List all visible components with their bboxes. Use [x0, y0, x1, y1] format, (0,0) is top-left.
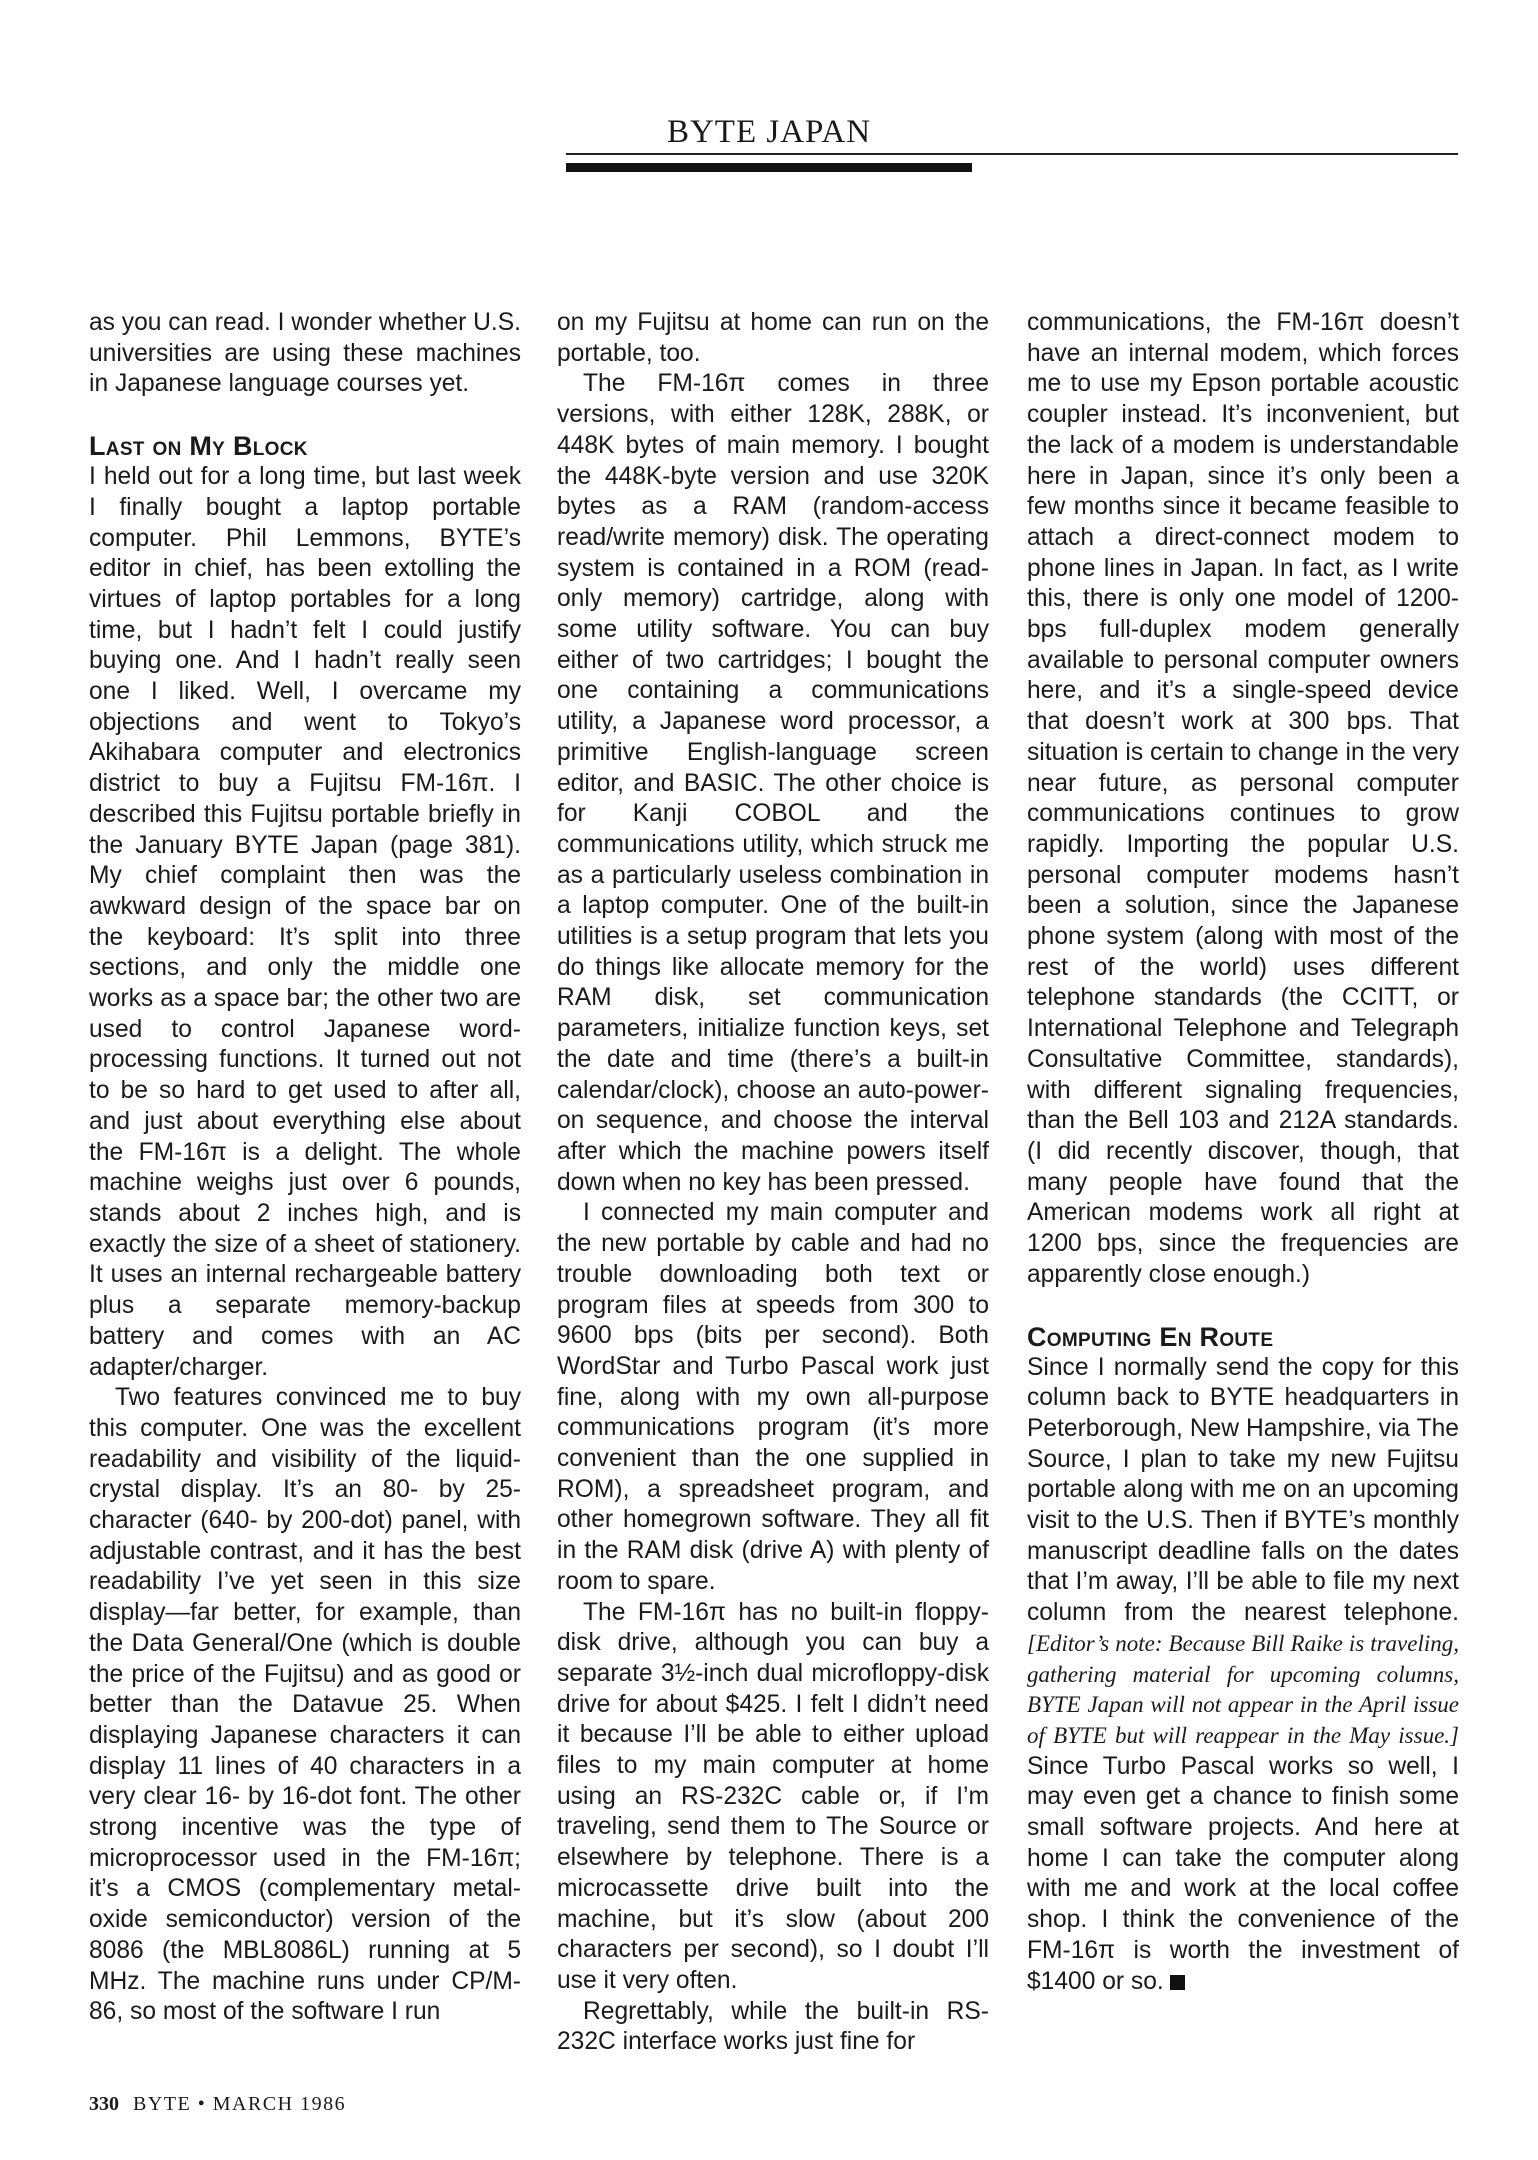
- paragraph: The FM-16π has no built-in floppy-disk drive, although you can buy a separate 3½-inch dual microfloppy-disk drive for about $425. I felt I didn’t need it because I’ll be able to either upload files to my main computer at home using an RS-232C cable or, if I’m traveling, send them to The Source or elsewhere by telephone. There is a microcassette drive built into the machine, but it’s slow (about 200 characters per second), so I doubt I’ll use it very often.: [557, 1598, 989, 1994]
- paragraph-text: Since Turbo Pascal works so well, I may even get a chance to finish some small software projects. And here at home I can take the computer along with me and work at the local coffee shop. I think the convenience of the FM-16π is worth the investment of $1400 or so.: [1027, 1752, 1459, 1995]
- paragraph: I connected my main computer and the new portable by cable and had no trouble downloading both text or program files at speeds from 300 to 9600 bps (bits per second). Both WordStar and Turbo Pascal work just fine, along with my own all-purpose communications program (it’s more convenient than the one supplied in ROM), a spreadsheet program, and other homegrown software. They all fit in the RAM disk (drive A) with plenty of room to spare.: [557, 1199, 989, 1595]
- end-mark-icon: [1170, 1975, 1185, 1990]
- paragraph: as you can read. I wonder whether U.S. universities are using these machines in Japanese language courses yet.: [89, 309, 521, 398]
- column-1: [89, 308, 521, 2028]
- section-heading-last-on-my-block: Last on My Block: [89, 431, 308, 462]
- paragraph: Regrettably, while the built-in RS-232C interface works just fine for: [557, 1997, 989, 2056]
- editor-note: [Editor’s note: Because Bill Raike is traveling, gathering material for upcoming columns, BYTE Japan will not appear in the April issue of BYTE but will reappear in the May issue.]: [1027, 1630, 1459, 1748]
- page-number: 330: [89, 2093, 119, 2115]
- header-rule: [566, 153, 1458, 155]
- paragraph-text: Since I normally send the copy for this column back to BYTE headquarters in Peterborough, New Hampshire, via The Source, I plan to take my new Fujitsu portable along with me on an upcoming visit to the U.S. Then if BYTE’s monthly manuscript deadline falls on the dates that I’m away, I’ll be able to file my next column from the nearest telephone.: [1027, 1353, 1459, 1627]
- column-3: [1027, 308, 1459, 1997]
- paragraph: on my Fujitsu at home can run on the portable, too.: [557, 309, 989, 367]
- paragraph: [1027, 1353, 1459, 1998]
- paragraph: Two features convinced me to buy this computer. One was the excellent readability and visibility of the liquid-crystal display. It’s an 80- by 25-character (640- by 200-dot) panel, with adjustable contrast, and it has the best readability I’ve yet seen in this size display—far better, for example, than the Data General/One (which is double the price of the Fujitsu) and as good or better than the Datavue 25. When displaying Japanese characters it can display 11 lines of 40 characters in a very clear 16- by 16-dot font. The other strong incentive was the type of microprocessor used in the FM-16π; it’s a CMOS (complementary metal-oxide semiconductor) version of the 8086 (the MBL8086L) running at 5 MHz. The machine runs under CP/M-86, so most of the software I run: [89, 1384, 521, 2026]
- section-title: BYTE JAPAN: [666, 114, 872, 150]
- paragraph: I held out for a long time, but last week I finally bought a laptop portable computer. Phil Lemmons, BYTE’s editor in chief, has been extolling the virtues of laptop portables for a long time, but I hadn’t felt I could justify buying one. And I hadn’t really seen one I liked. Well, I overcame my objections and went to Tokyo’s Akihabara computer and electronics district to buy a Fujitsu FM-16π. I described this Fujitsu portable briefly in the January BYTE Japan (page 381). My chief complaint then was the awkward design of the space bar on the keyboard: It’s split into three sections, and only the middle one works as a space bar; the other two are used to control Japanese word-processing functions. It turned out not to be so hard to get used to after all, and just about everything else about the FM-16π is a delight. The whole machine weighs just over 6 pounds, stands about 2 inches high, and is exactly the size of a sheet of stationery. It uses an internal rechargeable battery plus a separate memory-backup battery and comes with an AC adapter/charger.: [89, 463, 521, 1381]
- section-heading-computing-en-route: Computing En Route: [1027, 1321, 1274, 1352]
- column-2: [557, 308, 989, 2058]
- paragraph: The FM-16π comes in three versions, with either 128K, 288K, or 448K bytes of main memory. I bought the 448K-byte version and use 320K bytes as a RAM (random-access read/write memory) disk. The operating system is contained in a ROM (read-only memory) cartridge, along with some utility software. You can buy either of two cartridges; I bought the one containing a communications utility, a Japanese word processor, a primitive English-language screen editor, and BASIC. The other choice is for Kanji COBOL and the communications utility, which struck me as a particularly useless combination in a laptop computer. One of the built-in utilities is a setup program that lets you do things like allocate memory for the RAM disk, set communication parameters, initialize function keys, set the date and time (there’s a built-in calendar/clock), choose an auto-power-on sequence, and choose the interval after which the machine powers itself down when no key has been pressed.: [557, 370, 989, 1196]
- footer-text: BYTE • MARCH 1986: [133, 2093, 347, 2115]
- page-footer: [89, 2093, 346, 2116]
- paragraph: communications, the FM-16π doesn’t have an internal modem, which forces me to use my Epson portable acoustic coupler instead. It’s inconvenient, but the lack of a modem is understandable here in Japan, since it’s only been a few months since it became feasible to attach a direct-connect modem to phone lines in Japan. In fact, as I write this, there is only one model of 1200-bps full-duplex modem generally available to personal computer owners here, and it’s a single-speed device that doesn’t work at 300 bps. That situation is certain to change in the very near future, as personal computer communications continues to grow rapidly. Importing the popular U.S. personal computer modems hasn’t been a solution, since the Japanese phone system (along with most of the rest of the world) uses different telephone standards (the CCITT, or International Telephone and Telegraph Consultative Committee, standards), with different signaling frequencies, than the Bell 103 and 212A standards. (I did recently discover, though, that many people have found that the American modems work all right at 1200 bps, since the frequencies are apparently close enough.): [1027, 309, 1459, 1288]
- header-bar: [566, 163, 972, 172]
